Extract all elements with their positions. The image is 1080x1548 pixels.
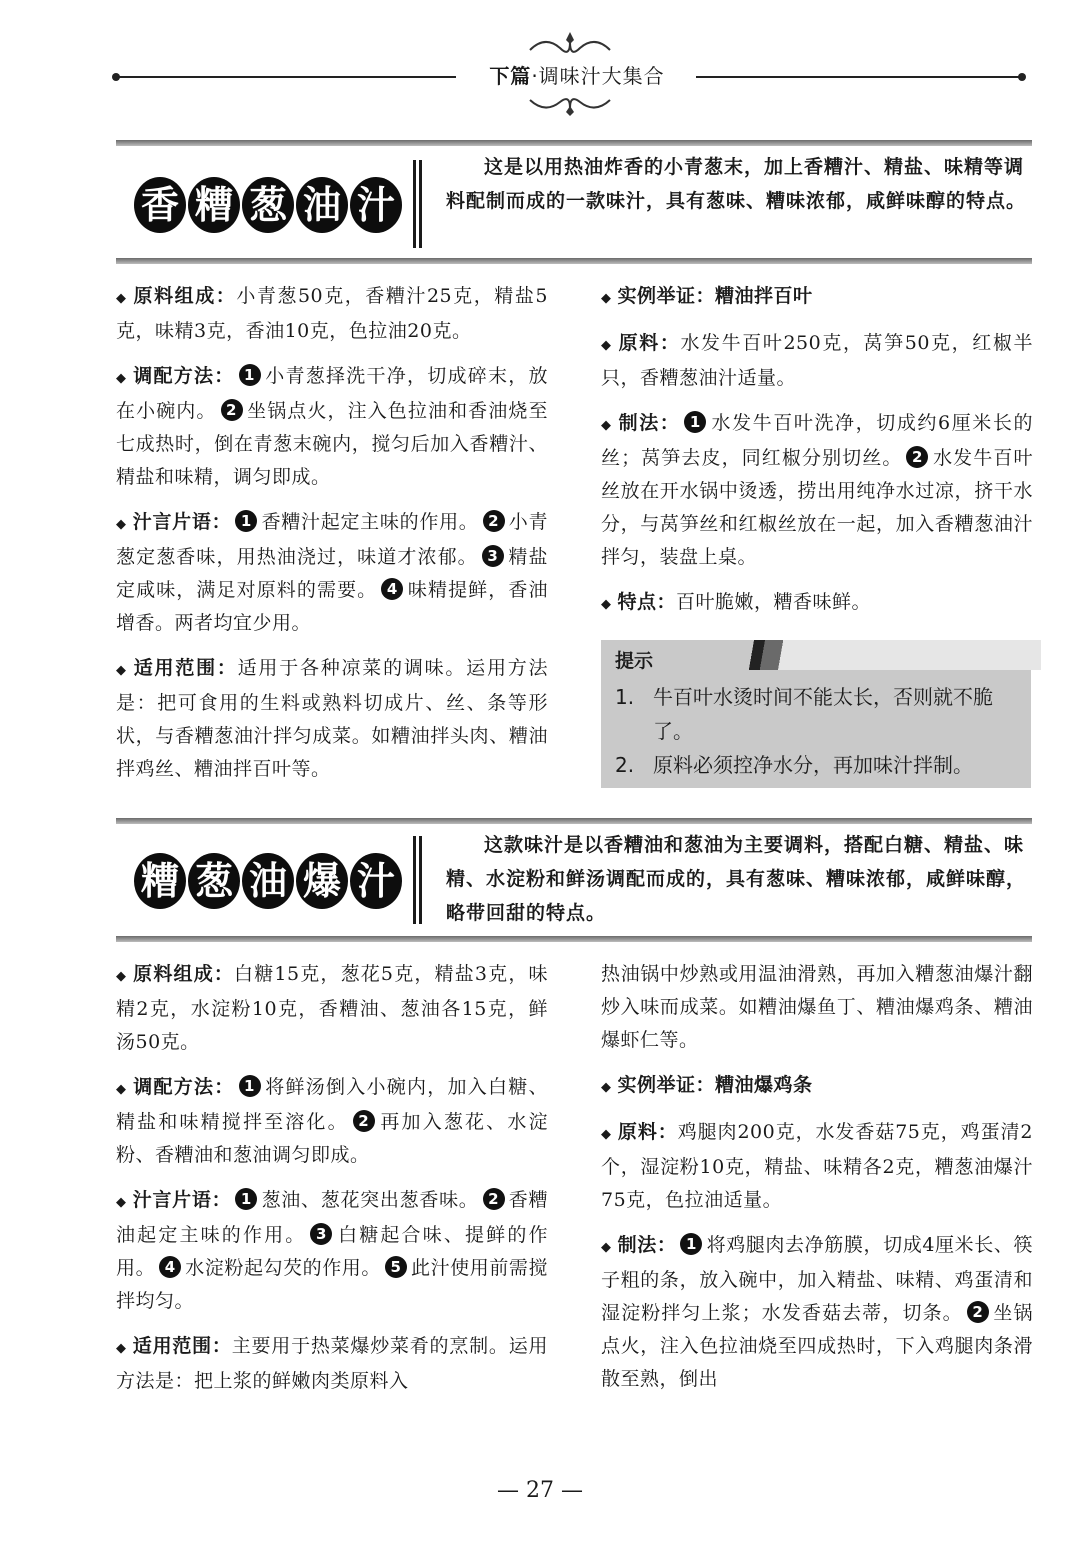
diamond-bullet-icon: ◆ (601, 338, 612, 353)
number-2-icon: 2 (967, 1301, 989, 1323)
section-rule-top (116, 140, 1032, 146)
header-rule-left (116, 76, 456, 78)
divider-bar (413, 836, 416, 924)
header-rule-dot-right (1018, 73, 1026, 81)
diamond-bullet-icon: ◆ (116, 969, 127, 984)
number-4-icon: 4 (381, 578, 403, 600)
section-rule-top (116, 818, 1032, 824)
diamond-bullet-icon: ◆ (116, 371, 127, 386)
tip-label: 提示 (615, 650, 654, 672)
diamond-bullet-icon: ◆ (601, 1080, 612, 1095)
example-procedure: ◆ 制法： 1 水发牛百叶洗净，切成约6厘米长的丝；莴笋去皮，同红椒分别切丝。 2 水发牛百叶丝放在开水锅中烫透，捞出用纯净水过凉，挤干水分，与莴笋丝和红椒丝放在一起，加入香糟葱油汁拌匀，装盘上桌。 (601, 407, 1033, 574)
number-4-icon: 4 (159, 1256, 181, 1278)
example-ingredients: ◆ 原料：水发牛百叶250克，莴笋50克，红椒半只，香糟葱油汁适量。 (601, 327, 1033, 395)
diamond-bullet-icon: ◆ (601, 1127, 612, 1142)
title-char: 汁 (350, 177, 402, 233)
section-rule-bottom (116, 258, 1032, 264)
example-feature: ◆ 特点：百叶脆嫩，糟香味鲜。 (601, 586, 1033, 621)
diamond-bullet-icon: ◆ (116, 517, 127, 532)
header-rule-dot-left (112, 73, 120, 81)
scope-paragraph: ◆ 适用范围：适用于各种凉菜的调味。运用方法是：把可食用的生料或熟料切成片、丝、条等形状，与香糟葱油汁拌匀成菜。如糟油拌头肉、糟油拌鸡丝、糟油拌百叶等。 (116, 652, 548, 786)
tip-header-stripe (681, 640, 1041, 670)
number-2-icon: 2 (221, 399, 243, 421)
ingredients-paragraph: ◆ 原料组成：白糖15克，葱花5克，精盐3克，味精2克，水淀粉10克，香糟油、葱油各15克，鲜汤50克。 (116, 958, 548, 1059)
bottom-ornament-icon (520, 94, 620, 123)
notes-paragraph: ◆ 汁言片语： 1 葱油、葱花突出葱香味。 2 香糟油起定主味的作用。 3 白糖起合味、提鲜的作用。 4 水淀粉起勾芡的作用。 5 此汁使用前需搅拌均匀。 (116, 1184, 548, 1318)
section2-left-column (116, 958, 548, 1410)
diamond-bullet-icon: ◆ (116, 1082, 127, 1097)
section-title-badge (134, 853, 402, 909)
number-1-icon: 1 (235, 510, 257, 532)
notes-paragraph: ◆ 汁言片语： 1 香糟汁起定主味的作用。 2 小青葱定葱香味，用热油浇过，味道才浓郁。 3 精盐定咸味，满足对原料的需要。 4 味精提鲜，香油增香。两者均宜少用。 (116, 506, 548, 640)
running-head: 下篇·调味汁大集合 (489, 64, 665, 88)
example-heading: ◆ 实例举证：糟油拌百叶 (601, 280, 1033, 315)
title-char: 爆 (296, 853, 348, 909)
title-char: 油 (296, 177, 348, 233)
scope-continuation: 热油锅中炒熟或用温油滑熟，再加入糟葱油爆汁翻炒入味而成菜。如糟油爆鱼丁、糟油爆鸡条、糟油爆虾仁等。 (601, 963, 1033, 1051)
ingredients-paragraph: ◆ 原料组成：小青葱50克，香糟汁25克，精盐5克，味精3克，香油10克，色拉油20克。 (116, 280, 548, 348)
number-1-icon: 1 (684, 411, 706, 433)
section-intro: 这款味汁是以香糟油和葱油为主要调料，搭配白糖、精盐、味精、水淀粉和鲜汤调配而成的，具有葱味、糟味浓郁，咸鲜味醇，略带回甜的特点。 (446, 834, 1027, 924)
number-2-icon: 2 (353, 1110, 375, 1132)
diamond-bullet-icon: ◆ (116, 1195, 127, 1210)
number-5-icon: 5 (385, 1256, 407, 1278)
title-char: 油 (242, 853, 294, 909)
title-char: 汁 (350, 853, 402, 909)
number-1-icon: 1 (680, 1233, 702, 1255)
number-2-icon: 2 (906, 446, 928, 468)
section1-right-column (601, 280, 1033, 633)
tip-box (601, 640, 1031, 788)
divider-bar (419, 836, 422, 924)
diamond-bullet-icon: ◆ (601, 597, 612, 612)
section1-left-column (116, 280, 548, 798)
header-rule-right (696, 76, 1022, 78)
number-3-icon: 3 (482, 545, 504, 567)
diamond-bullet-icon: ◆ (116, 291, 127, 306)
diamond-bullet-icon: ◆ (601, 291, 612, 306)
number-1-icon: 1 (239, 1075, 261, 1097)
example-procedure: ◆ 制法： 1 将鸡腿肉去净筋膜，切成4厘米长、筷子粗的条，放入碗中，加入精盐、味精、鸡蛋清和湿淀粉拌匀上浆；水发香菇去蒂，切条。 2 坐锅点火，注入色拉油烧至四成热时，下入鸡腿肉条滑散至熟，倒出 (601, 1229, 1033, 1396)
tip-list (615, 680, 1025, 782)
section-intro: 这是以用热油炸香的小青葱末，加上香糟汁、精盐、味精等调料配制而成的一款味汁，具有葱味、糟味浓郁，咸鲜味醇的特点。 (446, 156, 1027, 212)
scope-paragraph: ◆ 适用范围：主要用于热菜爆炒菜肴的烹制。运用方法是：把上浆的鲜嫩肉类原料入 (116, 1330, 548, 1398)
example-heading: ◆ 实例举证：糟油爆鸡条 (601, 1069, 1033, 1104)
title-char: 葱 (188, 853, 240, 909)
number-3-icon: 3 (310, 1223, 332, 1245)
section-rule-bottom (116, 936, 1032, 942)
section-title-badge (134, 177, 402, 233)
method-paragraph: ◆ 调配方法： 1 小青葱择洗干净，切成碎末，放在小碗内。 2 坐锅点火，注入色拉油和香油烧至七成热时，倒在青葱末碗内，搅匀后加入香糟汁、精盐和味精，调匀即成。 (116, 360, 548, 494)
number-2-icon: 2 (483, 1188, 505, 1210)
number-1-icon: 1 (239, 364, 261, 386)
tip-item: 1. 牛百叶水烫时间不能太长，否则就不脆了。 (615, 685, 993, 743)
title-char: 糟 (134, 853, 186, 909)
diamond-bullet-icon: ◆ (601, 1240, 612, 1255)
title-char: 香 (134, 177, 186, 233)
diamond-bullet-icon: ◆ (116, 663, 127, 678)
number-1-icon: 1 (235, 1188, 257, 1210)
section2-right-column (601, 958, 1033, 1408)
divider-bar (413, 160, 416, 248)
diamond-bullet-icon: ◆ (116, 1341, 127, 1356)
tip-item: 2. 原料必须控净水分，再加味汁拌制。 (615, 753, 973, 777)
method-paragraph: ◆ 调配方法： 1 将鲜汤倒入小碗内，加入白糖、精盐和味精搅拌至溶化。 2 再加入葱花、水淀粉、香糟油和葱油调匀即成。 (116, 1071, 548, 1172)
page-number: — 27 — (497, 1478, 583, 1503)
divider-bar (419, 160, 422, 248)
title-char: 葱 (242, 177, 294, 233)
example-ingredients: ◆ 原料：鸡腿肉200克，水发香菇75克，鸡蛋清2个，湿淀粉10克，精盐、味精各2克，糟葱油爆汁75克，色拉油适量。 (601, 1116, 1033, 1217)
title-char: 糟 (188, 177, 240, 233)
number-2-icon: 2 (483, 510, 505, 532)
diamond-bullet-icon: ◆ (601, 418, 612, 433)
